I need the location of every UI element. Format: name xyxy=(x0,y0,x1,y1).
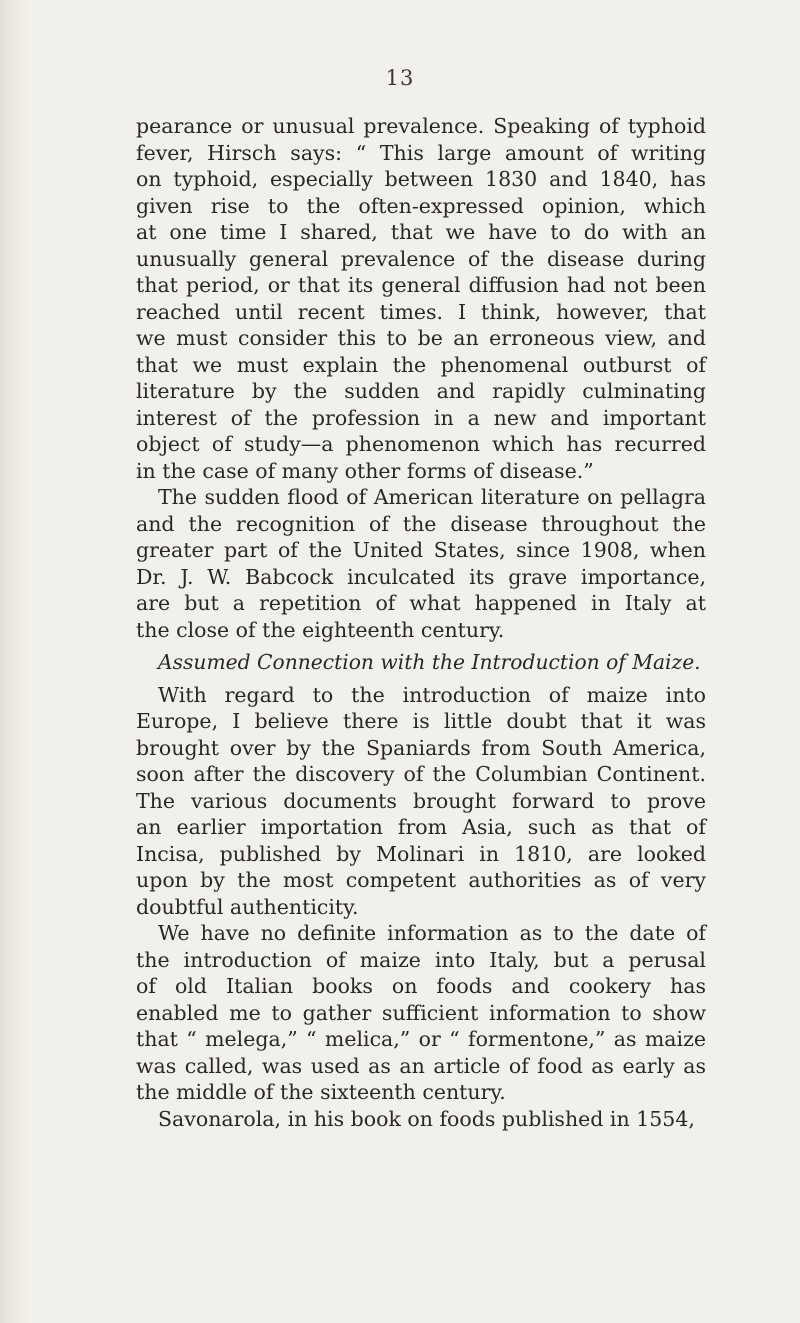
text-line: object of study—a phenomenon which has recurred xyxy=(136,432,706,456)
text-line: at one time I shared, that we have to do with an xyxy=(136,220,706,244)
text-line: the close of the eighteenth century. xyxy=(136,617,505,642)
section-heading: Assumed Connection with the Introduction of Maize. xyxy=(158,650,701,674)
text-line: greater part of the United States, since 1908, when xyxy=(136,538,706,562)
text-line: With regard to the introduction of maize into xyxy=(158,682,706,707)
text-line: that period, or that its general diffusion had not been xyxy=(136,273,706,297)
text-line: in the case of many other forms of disease.” xyxy=(136,458,594,483)
text-line: doubtful authenticity. xyxy=(136,894,359,919)
text-line: that “ melega,” “ melica,” or “ formentone,” as maize xyxy=(136,1027,706,1051)
text-line: Savonarola, in his book on foods published in 1554, xyxy=(158,1106,695,1131)
text-line: that we must explain the phenomenal outburst of xyxy=(136,352,706,377)
text-line: and the recognition of the disease throughout the xyxy=(136,511,706,536)
text-line: an earlier importation from Asia, such as that of xyxy=(136,815,706,839)
text-line: pearance or unusual prevalence. Speaking of typhoid xyxy=(136,114,706,138)
text-line: Europe, I believe there is little doubt that it was xyxy=(136,709,706,733)
body-text xyxy=(136,113,706,1132)
text-line: the introduction of maize into Italy, but a perusal xyxy=(136,947,706,972)
text-line: of old Italian books on foods and cookery has xyxy=(136,974,706,998)
text-line: reached until recent times. I think, however, that xyxy=(136,299,706,324)
text-line: upon by the most competent authorities as of very xyxy=(136,868,706,892)
page-number: 13 xyxy=(385,66,415,90)
text-line: fever, Hirsch says: “ This large amount of writing xyxy=(136,140,706,165)
text-line: we must consider this to be an erroneous view, and xyxy=(136,326,706,350)
text-line: are but a repetition of what happened in Italy at xyxy=(136,591,706,615)
text-line: on typhoid, especially between 1830 and 1840, has xyxy=(136,167,706,191)
text-line: was called, was used as an article of food as early as xyxy=(136,1053,706,1078)
text-line: the middle of the sixteenth century. xyxy=(136,1080,506,1104)
text-line: brought over by the Spaniards from South America, xyxy=(136,735,706,760)
text-line: interest of the profession in a new and important xyxy=(136,405,706,430)
text-line: given rise to the often-expressed opinion, which xyxy=(136,193,706,218)
text-line: The various documents brought forward to prove xyxy=(136,788,706,813)
text-line: soon after the discovery of the Columbian Continent. xyxy=(136,762,706,786)
text-line: Incisa, published by Molinari in 1810, are looked xyxy=(136,841,706,866)
text-line: enabled me to gather sufficient information to show xyxy=(136,1000,706,1025)
text-line: The sudden flood of American literature on pellagra xyxy=(158,485,706,509)
text-line: literature by the sudden and rapidly culminating xyxy=(136,379,706,403)
text-line: unusually general prevalence of the disease during xyxy=(136,246,706,271)
text-line: Dr. J. W. Babcock inculcated its grave importance, xyxy=(136,564,706,589)
text-line: We have no definite information as to the date of xyxy=(158,921,706,945)
